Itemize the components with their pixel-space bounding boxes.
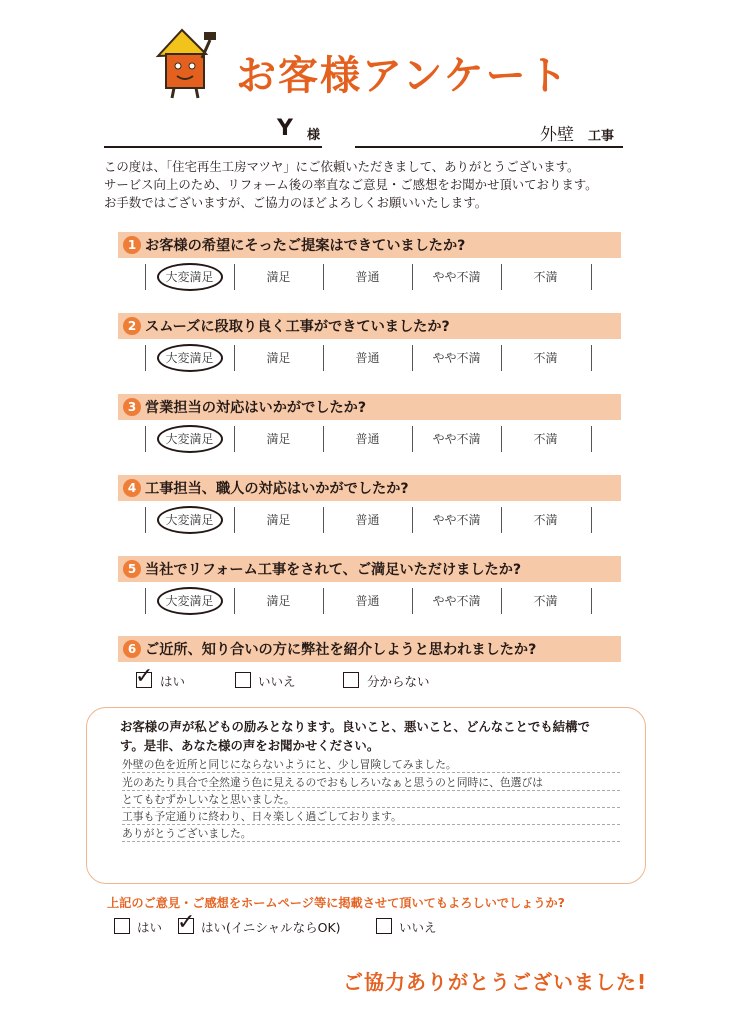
rating-option[interactable]: 大変満足 [165, 432, 214, 446]
voice-heading [120, 717, 630, 755]
rating-option[interactable]: 満足 [266, 432, 291, 446]
question-number-badge: 5 [123, 560, 141, 578]
voice-heading-line: お客様の声が私どもの励みとなります。良いこと、悪いこと、どんなことでも結構で [120, 719, 590, 734]
rating-row [145, 505, 592, 535]
comment-line: 光のあたり具合で全然違う色に見えるのでおもしろいなぁと思うのと同時に、色選びは [122, 776, 620, 791]
work-underline [355, 146, 623, 148]
question-2-bar [118, 313, 621, 339]
rating-option[interactable]: 普通 [355, 270, 380, 284]
house-mascot-icon [150, 24, 230, 104]
comment-line: 外壁の色を近所と同じにならないようにと、少し冒険してみました。 [122, 758, 620, 773]
rating-option[interactable]: 不満 [533, 351, 558, 365]
intro-line: お手数ではございますが、ご協力のほどよろしくお願いいたします。 [104, 195, 488, 210]
rating-option[interactable]: 普通 [355, 432, 380, 446]
rating-option[interactable]: 大変満足 [165, 513, 214, 527]
rating-option[interactable]: 不満 [533, 270, 558, 284]
rating-option[interactable]: 満足 [266, 270, 291, 284]
customer-name: Y [277, 116, 293, 141]
consent-yes-label: はい [137, 920, 163, 935]
rating-option[interactable]: 満足 [266, 513, 291, 527]
rating-option[interactable]: やや不満 [432, 594, 481, 608]
work-suffix: 工事 [588, 129, 615, 144]
question-6-bar [118, 636, 621, 662]
consent-yes-checkbox[interactable] [114, 918, 130, 934]
check-mark-icon: ✓ [177, 910, 196, 935]
customer-suffix: 様 [307, 128, 321, 143]
question-text: お客様の希望にそったご提案はできていましたか? [145, 238, 466, 254]
rating-row [145, 586, 592, 616]
check-mark-icon: ✓ [135, 664, 154, 689]
comment-line: とてもむずかしいなと思いました。 [122, 793, 620, 808]
comment-line: 工事も予定通りに終わり、日々楽しく過ごしております。 [122, 810, 620, 825]
question-text: スムーズに段取り良く工事ができていましたか? [145, 319, 450, 335]
selected-circle-mark [157, 263, 223, 291]
question-number-badge: 4 [123, 479, 141, 497]
question-4-bar [118, 475, 621, 501]
rating-option[interactable]: 普通 [355, 351, 380, 365]
question-number-badge: 6 [123, 640, 141, 658]
question-number-badge: 3 [123, 398, 141, 416]
question-number-badge: 1 [123, 236, 141, 254]
q6-no-label: いいえ [258, 674, 296, 689]
rating-option[interactable]: やや不満 [432, 270, 481, 284]
page-title: お客様アンケート [236, 53, 570, 99]
rating-option[interactable]: 満足 [266, 351, 291, 365]
selected-circle-mark [157, 587, 223, 615]
name-underline [104, 146, 322, 148]
comment-line: ありがとうございました。 [122, 827, 620, 842]
consent-no-label: いいえ [399, 920, 437, 935]
voice-heading-line: す。是非、あなた様の声をお聞かせください。 [120, 738, 380, 753]
rating-option[interactable]: 不満 [533, 594, 558, 608]
q6-yes-label: はい [160, 674, 186, 689]
rating-option[interactable]: 満足 [266, 594, 291, 608]
selected-circle-mark [157, 344, 223, 372]
consent-question: 上記のご意見・ご感想をホームページ等に掲載させて頂いてもよろしいでしょうか? [107, 896, 565, 910]
question-text: 工事担当、職人の対応はいかがでしたか? [145, 481, 409, 497]
rating-option[interactable]: やや不満 [432, 351, 481, 365]
selected-circle-mark [157, 425, 223, 453]
rating-option[interactable]: 大変満足 [165, 270, 214, 284]
intro-line: この度は、「住宅再生工房マツヤ」にご依頼いただきまして、ありがとうございます。 [104, 159, 580, 174]
rating-option[interactable]: 普通 [355, 594, 380, 608]
question-number-badge: 2 [123, 317, 141, 335]
rating-option[interactable]: やや不満 [432, 432, 481, 446]
q6-no-checkbox[interactable] [235, 672, 251, 688]
q6-unknown-label: 分からない [367, 674, 430, 689]
rating-separator [591, 345, 592, 371]
selected-circle-mark [157, 506, 223, 534]
q6-unknown-checkbox[interactable] [343, 672, 359, 688]
thanks-message: ご協力ありがとうございました! [343, 970, 648, 994]
rating-row [145, 343, 592, 373]
rating-option[interactable]: 不満 [533, 513, 558, 527]
consent-initial-label: はい(イニシャルならOK) [201, 920, 341, 935]
rating-separator [591, 426, 592, 452]
question-text: ご近所、知り合いの方に弊社を紹介しようと思われましたか? [145, 642, 537, 658]
intro-line: サービス向上のため、リフォーム後の率直なご意見・ご感想をお聞かせ頂いております。 [104, 177, 598, 192]
rating-option[interactable]: 大変満足 [165, 351, 214, 365]
rating-row [145, 424, 592, 454]
question-text: 営業担当の対応はいかがでしたか? [145, 400, 367, 416]
question-3-bar [118, 394, 621, 420]
rating-separator [591, 588, 592, 614]
rating-row [145, 262, 592, 292]
rating-separator [591, 507, 592, 533]
rating-separator [591, 264, 592, 290]
rating-option[interactable]: 普通 [355, 513, 380, 527]
work-type: 外壁 [540, 125, 574, 145]
intro-text [104, 158, 644, 212]
question-text: 当社でリフォーム工事をされて、ご満足いただけましたか? [145, 562, 522, 578]
rating-option[interactable]: 大変満足 [165, 594, 214, 608]
rating-option[interactable]: やや不満 [432, 513, 481, 527]
rating-option[interactable]: 不満 [533, 432, 558, 446]
consent-no-checkbox[interactable] [376, 918, 392, 934]
question-5-bar [118, 556, 621, 582]
question-1-bar [118, 232, 621, 258]
